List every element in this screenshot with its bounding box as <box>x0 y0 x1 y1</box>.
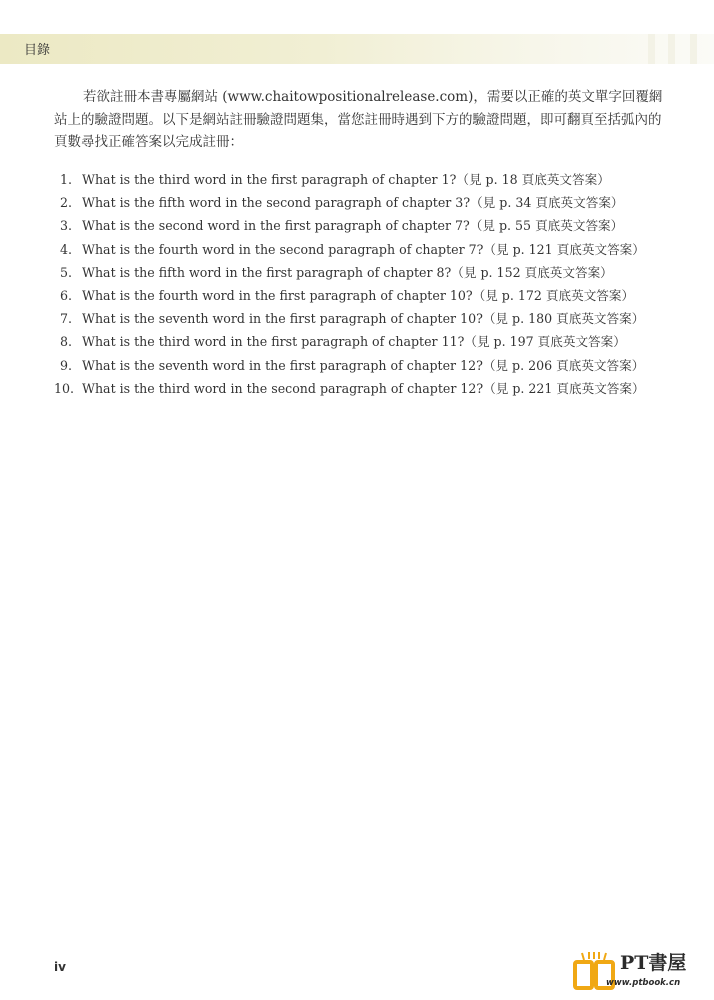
logo-text: PT書屋 <box>620 952 687 974</box>
question-number: 2. <box>59 195 72 211</box>
question-text: What is the third word in the second paragraph of chapter 12?（見 p. 221 頁底英文答案） <box>82 380 645 396</box>
header-stripe <box>690 34 697 64</box>
question-item <box>54 170 674 193</box>
question-item <box>54 309 674 332</box>
question-number: 5. <box>59 264 72 280</box>
question-number: 6. <box>59 287 72 303</box>
question-text: What is the fourth word in the second paragraph of chapter 7?（見 p. 121 頁底英文答案） <box>82 241 645 257</box>
page-number: iv <box>54 960 66 974</box>
header-stripe <box>668 34 675 64</box>
header-title: 目錄 <box>24 43 51 58</box>
header-stripe <box>648 34 655 64</box>
question-text: What is the fourth word in the first paragraph of chapter 10?（見 p. 172 頁底英文答案） <box>82 287 635 303</box>
question-number: 3. <box>59 218 72 234</box>
question-number: 8. <box>59 334 72 350</box>
question-item <box>54 263 674 286</box>
question-text: What is the third word in the first paragraph of chapter 11?（見 p. 197 頁底英文答案） <box>82 334 626 350</box>
question-number: 4. <box>59 241 72 257</box>
question-item <box>54 240 674 263</box>
question-number: 10. <box>54 380 75 396</box>
question-item <box>54 379 674 402</box>
question-number: 7. <box>59 311 72 327</box>
question-item <box>54 216 674 239</box>
question-item <box>54 286 674 309</box>
question-number: 1. <box>59 172 72 187</box>
question-text: What is the seventh word in the first paragraph of chapter 10?（見 p. 180 頁底英文答案） <box>82 311 645 327</box>
intro-paragraph: 若欲註冊本書專屬網站 (www.chaitowpositionalrelease.com)，需要以正確的英文單字回覆網站上的驗證問題。以下是網站註冊驗證問題集，當您註冊時遇到下方的驗證問題，即可翻頁至括弧內的頁數尋找正確答案以完成註冊： <box>54 89 663 150</box>
logo-url: www.ptbook.cn <box>606 978 681 988</box>
question-number: 9. <box>59 357 72 373</box>
question-item <box>54 356 674 379</box>
question-text: What is the fifth word in the first paragraph of chapter 8?（見 p. 152 頁底英文答案） <box>82 264 613 280</box>
question-item <box>54 193 674 216</box>
watermark-logo <box>568 948 708 994</box>
question-text: What is the seventh word in the first paragraph of chapter 12?（見 p. 206 頁底英文答案） <box>82 357 645 373</box>
question-list <box>54 170 674 402</box>
header-band <box>0 34 714 64</box>
question-text: What is the second word in the first paragraph of chapter 7?（見 p. 55 頁底英文答案） <box>82 218 624 234</box>
question-item <box>54 332 674 355</box>
question-text: What is the third word in the first paragraph of chapter 1?（見 p. 18 頁底英文答案） <box>82 172 610 187</box>
question-text: What is the fifth word in the second paragraph of chapter 3?（見 p. 34 頁底英文答案） <box>82 195 624 211</box>
